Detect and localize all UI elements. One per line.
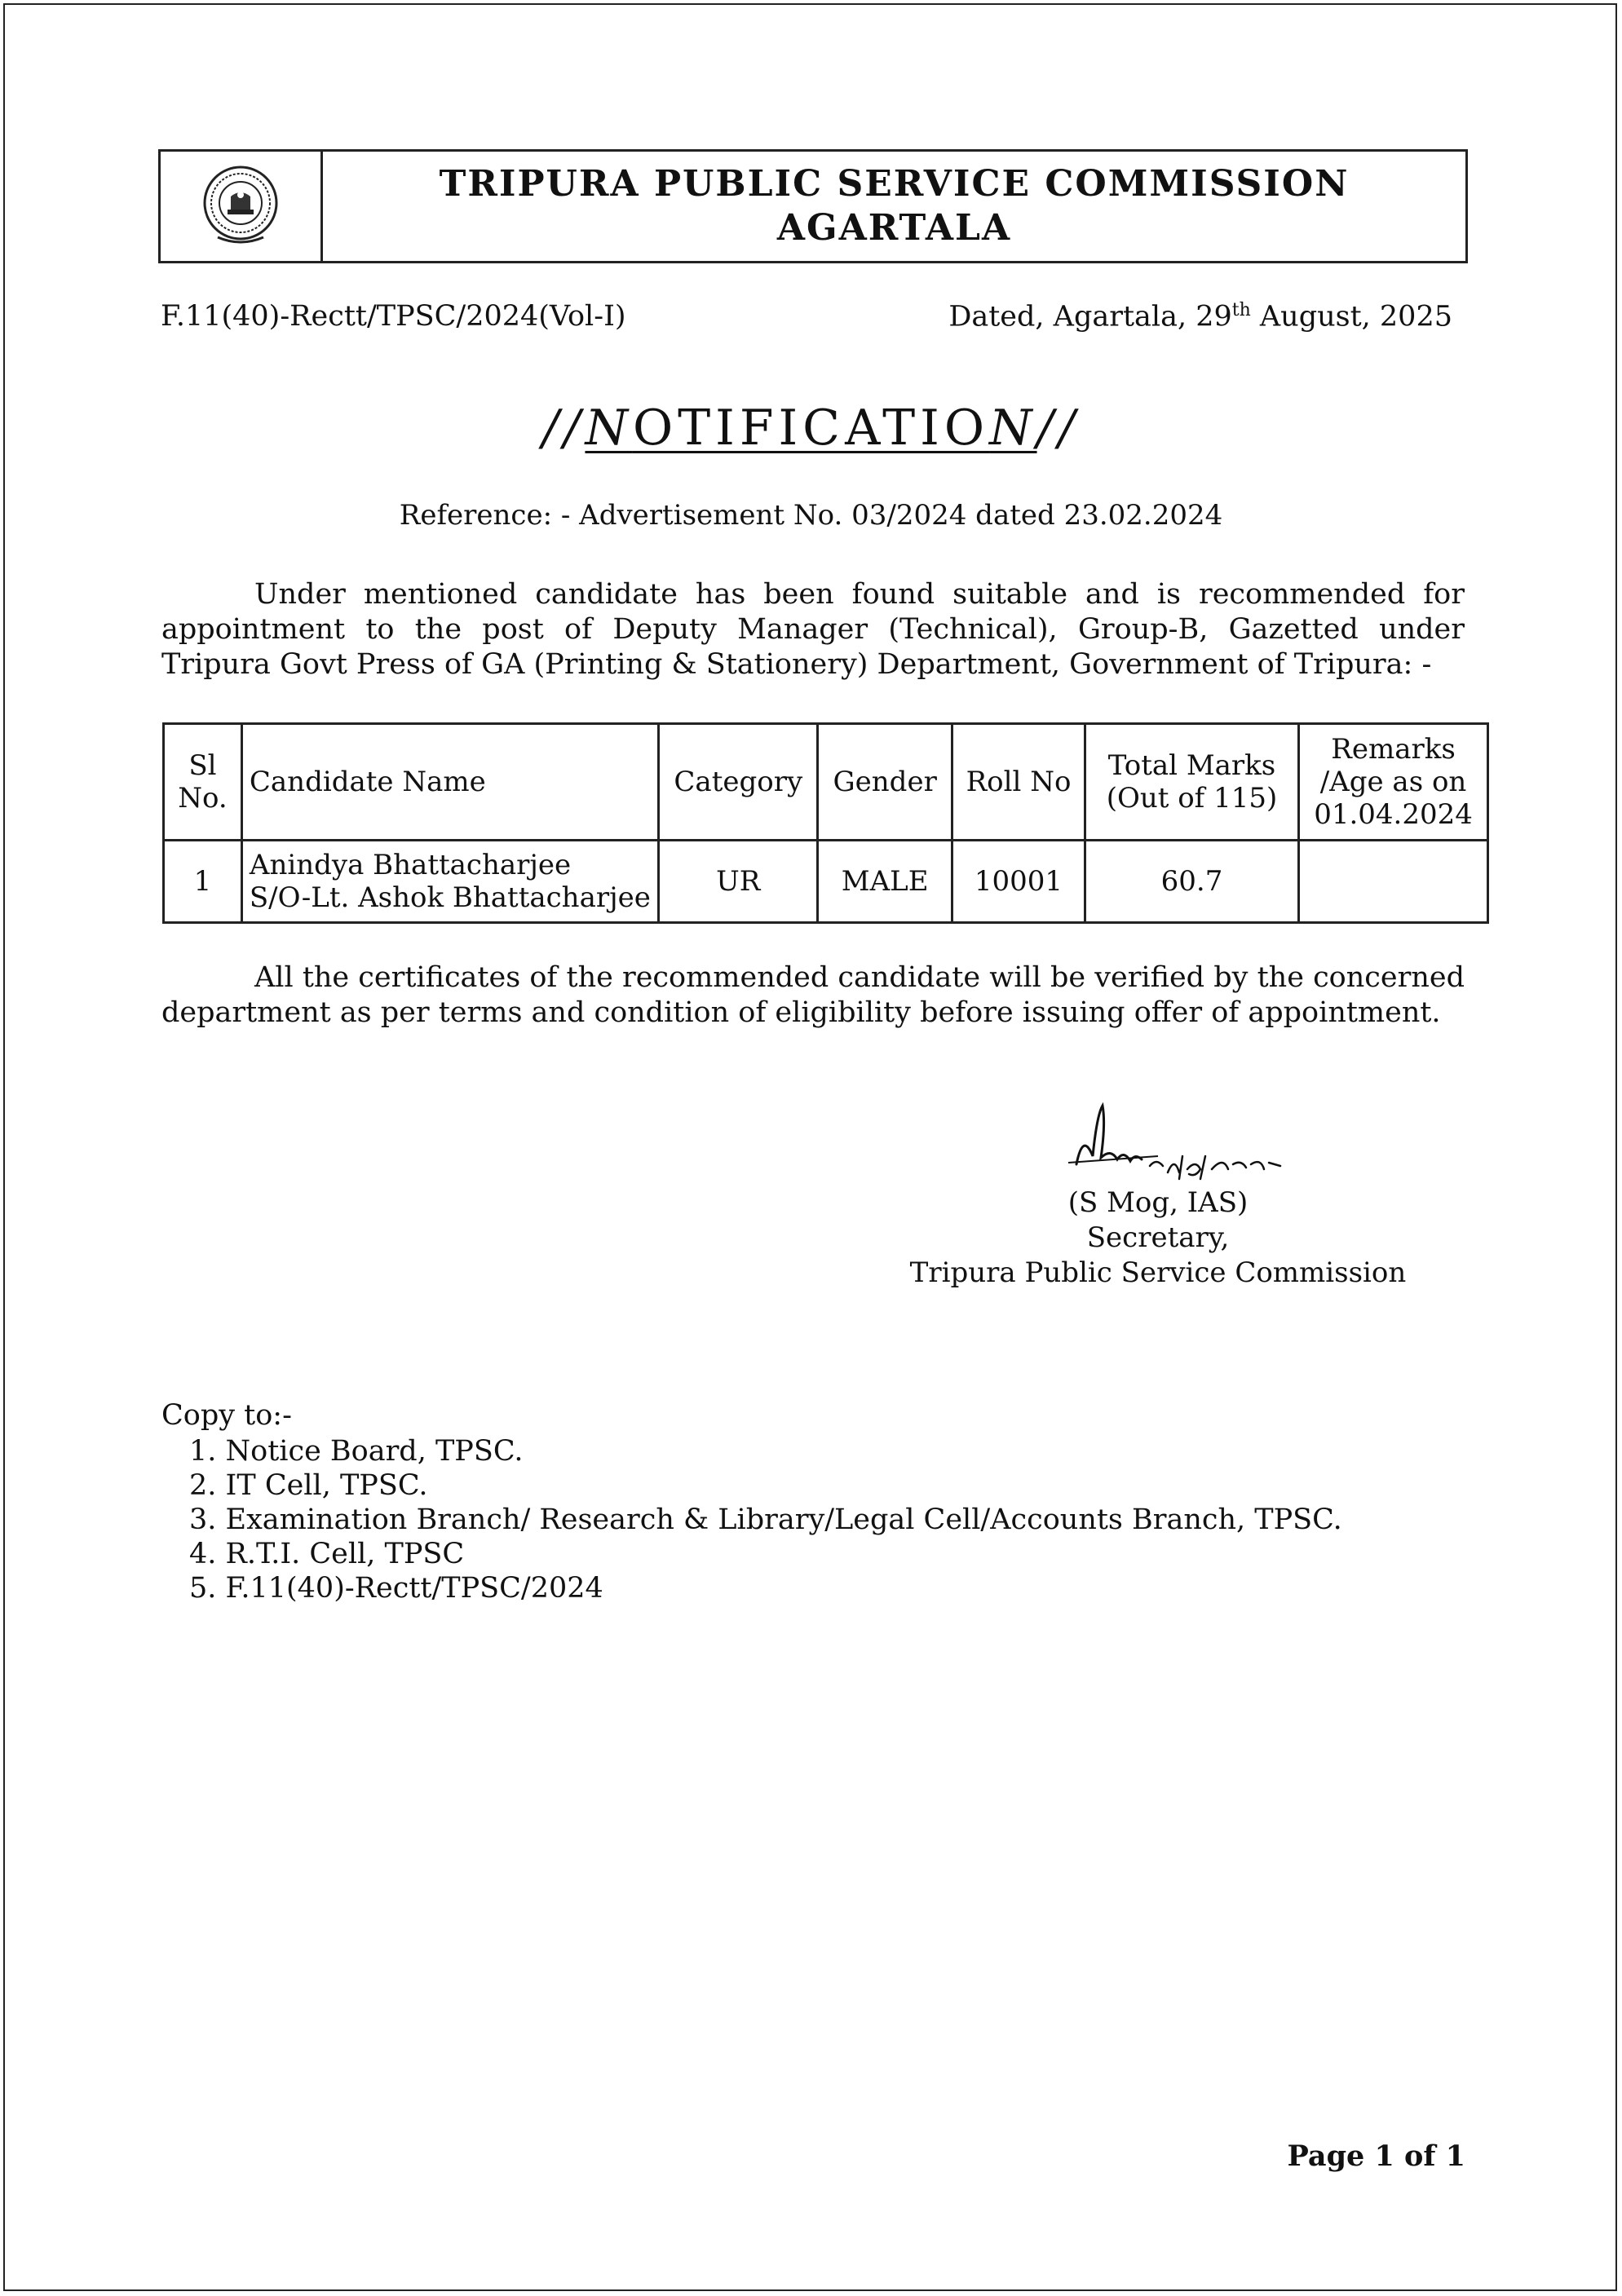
header-sl-no bbox=[164, 724, 242, 841]
date-superscript: th bbox=[1231, 300, 1251, 320]
organization-name: TRIPURA PUBLIC SERVICE COMMISSION bbox=[439, 163, 1350, 205]
letterhead-title bbox=[323, 152, 1465, 261]
page-number: Page 1 of 1 bbox=[1287, 2139, 1465, 2173]
notification-slashes-right: // bbox=[1036, 400, 1080, 457]
cell-candidate-name bbox=[241, 841, 658, 923]
letterhead-box bbox=[158, 149, 1468, 263]
list-item: 2. IT Cell, TPSC. bbox=[189, 1469, 428, 1502]
list-item: 3. Examination Branch/ Research & Library/Legal Cell/Accounts Branch, TPSC. bbox=[189, 1503, 1342, 1536]
header-total-marks bbox=[1085, 724, 1298, 841]
cell-category: UR bbox=[659, 841, 818, 923]
closing-paragraph-text: All the certificates of the recommended candidate will be verified by the concerned department as per terms and condition of eligibility before issuing offer of appointment. bbox=[161, 961, 1465, 1029]
recommended-candidate-table bbox=[162, 722, 1489, 924]
header-remarks-line3: 01.04.2024 bbox=[1314, 798, 1473, 831]
header-remarks-line2: /Age as on bbox=[1319, 766, 1467, 798]
intro-paragraph bbox=[161, 577, 1465, 682]
candidate-parent: S/O-Lt. Ashok Bhattacharjee bbox=[249, 881, 651, 914]
cell-gender: MALE bbox=[818, 841, 952, 923]
emblem-cell bbox=[161, 152, 323, 261]
date-line bbox=[948, 300, 1452, 333]
notification-first-letter: N bbox=[585, 400, 633, 457]
table-header-row bbox=[164, 724, 1488, 841]
header-sl-line2: No. bbox=[178, 782, 228, 815]
handwritten-signature bbox=[1060, 1099, 1305, 1189]
page-border bbox=[3, 3, 1617, 2291]
notification-heading bbox=[0, 400, 1622, 457]
signatory-block bbox=[815, 1186, 1500, 1291]
advertisement-reference: Reference: - Advertisement No. 03/2024 dated 23.02.2024 bbox=[399, 499, 1223, 532]
organization-city: AGARTALA bbox=[776, 207, 1012, 249]
signatory-designation: Secretary, bbox=[1086, 1221, 1230, 1254]
cell-remarks bbox=[1299, 841, 1488, 923]
notification-middle-letters: OTIFICATIO bbox=[632, 400, 990, 457]
notification-last-letter: N bbox=[989, 400, 1037, 457]
header-candidate-name: Candidate Name bbox=[241, 724, 658, 841]
header-remarks bbox=[1299, 724, 1488, 841]
signatory-organization: Tripura Public Service Commission bbox=[909, 1256, 1407, 1289]
notification-slashes-left: // bbox=[542, 400, 586, 457]
closing-paragraph bbox=[161, 960, 1465, 1031]
cell-sl-no: 1 bbox=[164, 841, 242, 923]
header-sl-line1: Sl bbox=[188, 749, 217, 782]
table-row bbox=[164, 841, 1488, 923]
date-prefix: Dated, Agartala, 29 bbox=[948, 300, 1232, 333]
header-gender: Gender bbox=[818, 724, 952, 841]
header-marks-line2: (Out of 115) bbox=[1106, 782, 1278, 815]
date-suffix: August, 2025 bbox=[1250, 300, 1452, 333]
signatory-name: (S Mog, IAS) bbox=[1067, 1186, 1249, 1219]
intro-paragraph-text: Under mentioned candidate has been found suitable and is recommended for appointment to the post of Deputy Manager (Technical), Group-B, Gazetted under Tripura Govt Press of GA (Printing & Stationery) Department, Government of Tripura: - bbox=[161, 578, 1465, 681]
tpsc-emblem-icon bbox=[200, 164, 281, 249]
file-reference-number: F.11(40)-Rectt/TPSC/2024(Vol-I) bbox=[161, 300, 626, 333]
header-category: Category bbox=[659, 724, 818, 841]
copy-to-list bbox=[189, 1434, 1342, 1605]
header-marks-line1: Total Marks bbox=[1107, 749, 1276, 782]
notification-word bbox=[585, 400, 1036, 457]
list-item: 1. Notice Board, TPSC. bbox=[189, 1435, 524, 1468]
list-item: 5. F.11(40)-Rectt/TPSC/2024 bbox=[189, 1572, 603, 1605]
copy-to-title: Copy to:- bbox=[161, 1399, 292, 1432]
list-item: 4. R.T.I. Cell, TPSC bbox=[189, 1538, 465, 1570]
candidate-name: Anindya Bhattacharjee bbox=[249, 849, 572, 881]
cell-roll-no: 10001 bbox=[952, 841, 1085, 923]
header-remarks-line1: Remarks bbox=[1331, 733, 1456, 766]
cell-total-marks: 60.7 bbox=[1085, 841, 1298, 923]
header-roll-no: Roll No bbox=[952, 724, 1085, 841]
